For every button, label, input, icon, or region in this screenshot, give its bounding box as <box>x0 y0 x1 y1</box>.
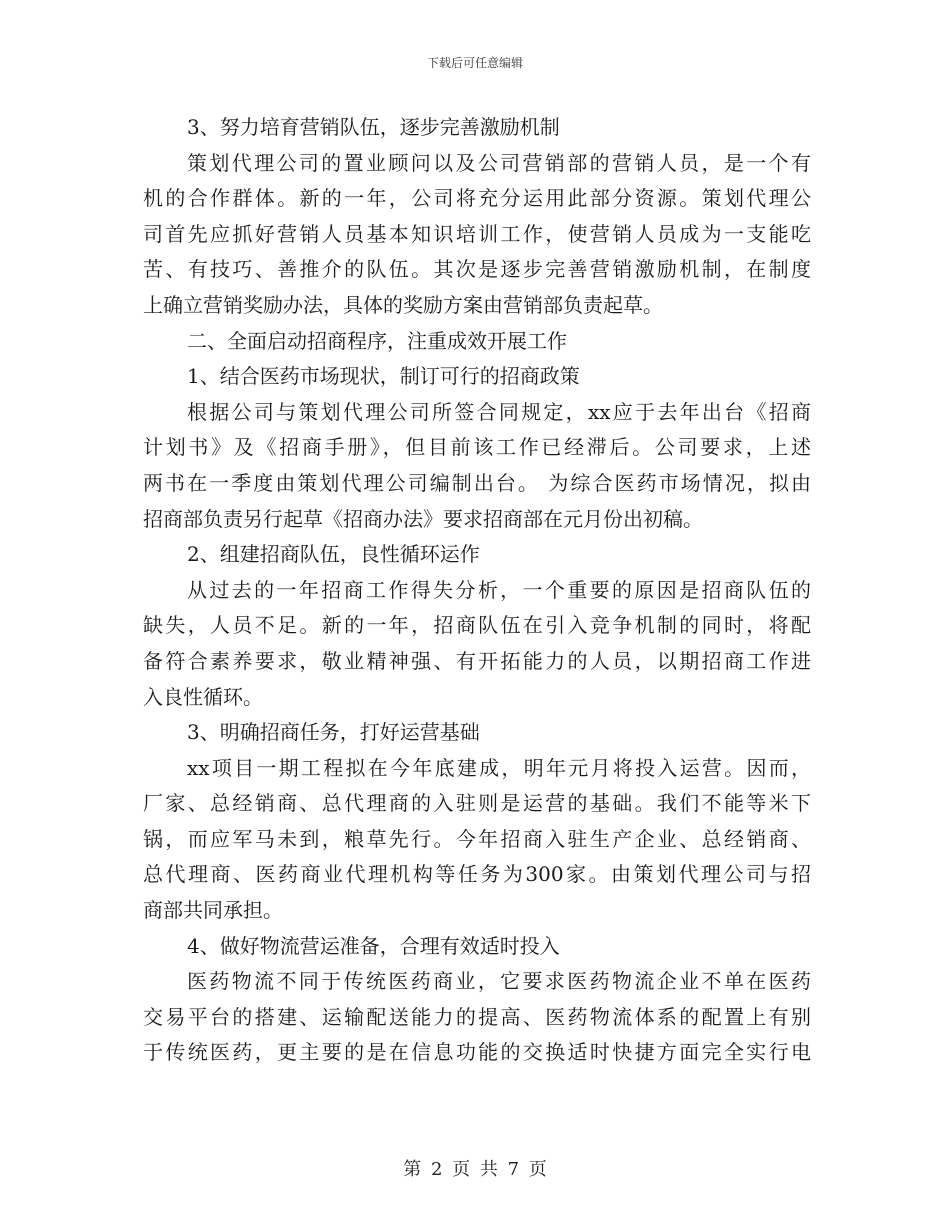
paragraph-line: 缺失，人员不足。新的一年，招商队伍在引入竞争机制的同时，将配 <box>143 613 811 638</box>
paragraph-line: 入良性循环。 <box>143 684 263 709</box>
paragraph-line: 交易平台的搭建、运输配送能力的提高、医药物流体系的配置上有别 <box>143 1004 811 1029</box>
document-body <box>143 110 811 1071</box>
paragraph-line: 3、明确招商任务，打好运营基础 <box>187 720 480 745</box>
paragraph-line: 商部共同承担。 <box>143 898 283 923</box>
paragraph-line: 两书在一季度由策划代理公司编制出台。 为综合医药市场情况，拟由 <box>143 470 811 495</box>
paragraph-line: 计划书》及《招商手册》，但目前该工作已经滞后。公司要求，上述 <box>143 435 811 460</box>
paragraph-line: 3、努力培育营销队伍，逐步完善激励机制 <box>187 115 560 139</box>
paragraph-line: 1、结合医药市场现状，制订可行的招商政策 <box>187 364 580 389</box>
paragraph-line: 2、组建招商队伍，良性循环运作 <box>187 542 480 567</box>
paragraph-line: 上确立营销奖励办法，具体的奖励方案由营销部负责起草。 <box>143 292 663 317</box>
paragraph-line: 招商部负责另行起草《招商办法》要求招商部在元月份出初稿。 <box>143 506 703 531</box>
page-number-footer: 第 2 页 共 7 页 <box>403 1159 547 1180</box>
paragraph-line: 于传统医药，更主要的是在信息功能的交换适时快捷方面完全实行电 <box>143 1040 811 1065</box>
paragraph-line: 厂家、总经销商、总代理商的入驻则是运营的基础。我们不能等米下 <box>143 791 811 816</box>
paragraph-line: xx项目一期工程拟在今年底建成，明年元月将投入运营。因而， <box>187 755 811 780</box>
paragraph-line: 策划代理公司的置业顾问以及公司营销部的营销人员，是一个有 <box>187 150 811 175</box>
paragraph-line: 机的合作群体。新的一年，公司将充分运用此部分资源。策划代理公 <box>143 186 811 211</box>
paragraph-line: 从过去的一年招商工作得失分析，一个重要的原因是招商队伍的 <box>187 577 811 602</box>
paragraph-line: 根据公司与策划代理公司所签合同规定，xx应于去年出台《招商 <box>187 399 811 424</box>
paragraph-line: 二、全面启动招商程序，注重成效开展工作 <box>187 328 567 353</box>
paragraph-line: 4、做好物流营运准备，合理有效适时投入 <box>187 933 560 958</box>
paragraph-line: 医药物流不同于传统医药商业，它要求医药物流企业不单在医药 <box>187 969 811 994</box>
paragraph-line: 苦、有技巧、善推介的队伍。其次是逐步完善营销激励机制，在制度 <box>143 257 811 282</box>
paragraph-line: 总代理商、医药商业代理机构等任务为300家。由策划代理公司与招 <box>143 862 811 887</box>
page-header-note: 下载后可任意编辑 <box>426 56 523 70</box>
paragraph-line: 备符合素养要求，敬业精神强、有开拓能力的人员，以期招商工作进 <box>143 648 811 673</box>
paragraph-line: 司首先应抓好营销人员基本知识培训工作，使营销人员成为一支能吃 <box>143 221 811 246</box>
paragraph-line: 锅，而应军马未到，粮草先行。今年招商入驻生产企业、总经销商、 <box>143 826 811 851</box>
